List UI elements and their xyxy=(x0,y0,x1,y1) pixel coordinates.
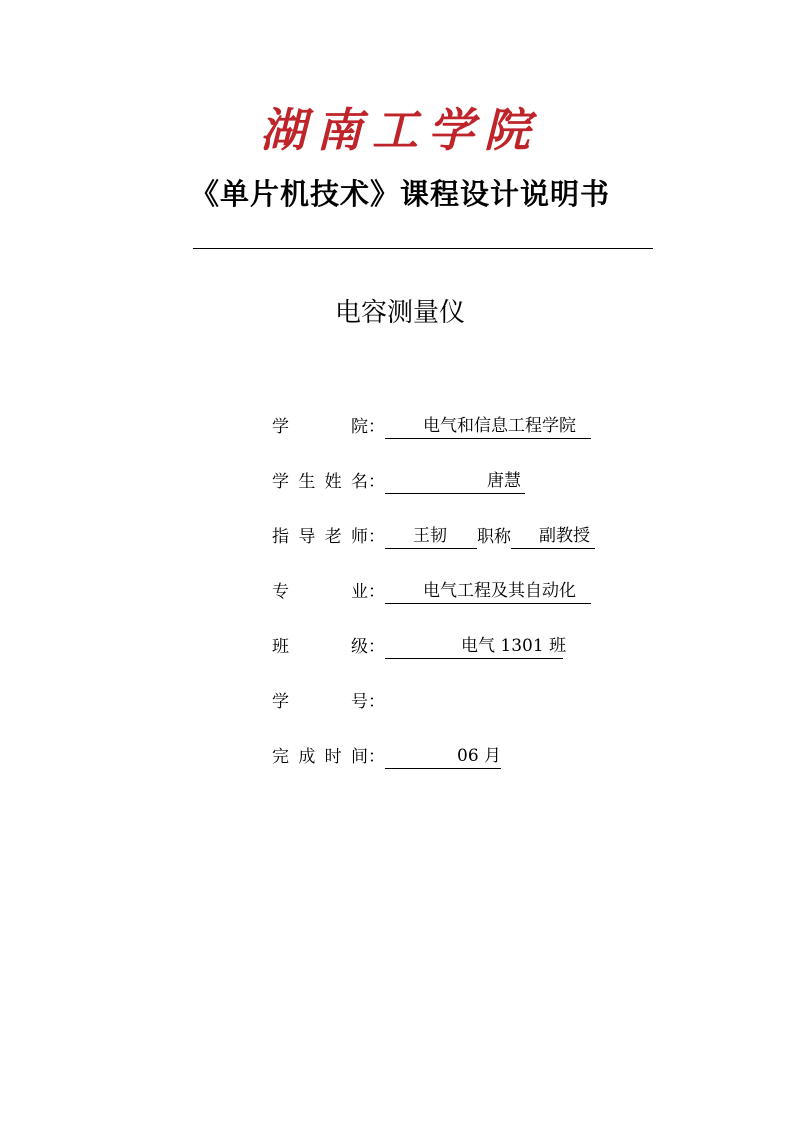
major-label: 专 业 xyxy=(272,582,368,602)
advisor-value-text: 王韧 xyxy=(413,526,447,546)
completion-value xyxy=(385,742,501,769)
student-name-label: 学生姓名 xyxy=(272,472,368,492)
advisor-colon: ： xyxy=(368,527,385,547)
project-title: 电容测量仪 xyxy=(334,298,465,328)
completion-colon: ： xyxy=(368,747,385,767)
school-logo: 湖南工学院 xyxy=(260,103,540,157)
college-label: 学 院 xyxy=(272,417,368,437)
horizontal-divider xyxy=(193,248,653,249)
college-colon: ： xyxy=(368,417,385,437)
student-name-value-text: 唐慧 xyxy=(487,471,521,491)
class-value xyxy=(385,632,567,659)
info-row-student-id xyxy=(272,687,772,742)
college-value-text: 电气和信息工程学院 xyxy=(423,416,576,436)
student-name-value xyxy=(385,467,525,494)
advisor-title-value xyxy=(511,522,595,549)
info-row-completion xyxy=(272,742,772,797)
info-row-class xyxy=(272,632,772,687)
major-value-text: 电气工程及其自动化 xyxy=(423,581,576,601)
advisor-value xyxy=(385,522,477,549)
student-id-label: 学 号 xyxy=(272,692,368,712)
document-subtitle: 《单片机技术》课程设计说明书 xyxy=(189,177,610,211)
student-id-colon: ： xyxy=(368,692,385,712)
major-value xyxy=(385,577,591,604)
info-row-student-name xyxy=(272,467,772,522)
class-value-text: 电气 1301 班 xyxy=(461,636,567,656)
class-colon: ： xyxy=(368,637,385,657)
advisor-title-label: 职称 xyxy=(477,527,511,547)
college-value xyxy=(385,412,591,439)
advisor-label: 指导老师 xyxy=(272,527,368,547)
info-row-major xyxy=(272,577,772,632)
completion-label: 完成时间 xyxy=(272,747,368,767)
info-row-advisor xyxy=(272,522,772,577)
info-row-college xyxy=(272,412,772,467)
class-label: 班 级 xyxy=(272,637,368,657)
student-name-colon: ： xyxy=(368,472,385,492)
completion-value-text: 06 月 xyxy=(457,746,502,766)
info-block xyxy=(272,412,772,797)
advisor-title-value-text: 副教授 xyxy=(539,526,590,546)
major-colon: ： xyxy=(368,582,385,602)
